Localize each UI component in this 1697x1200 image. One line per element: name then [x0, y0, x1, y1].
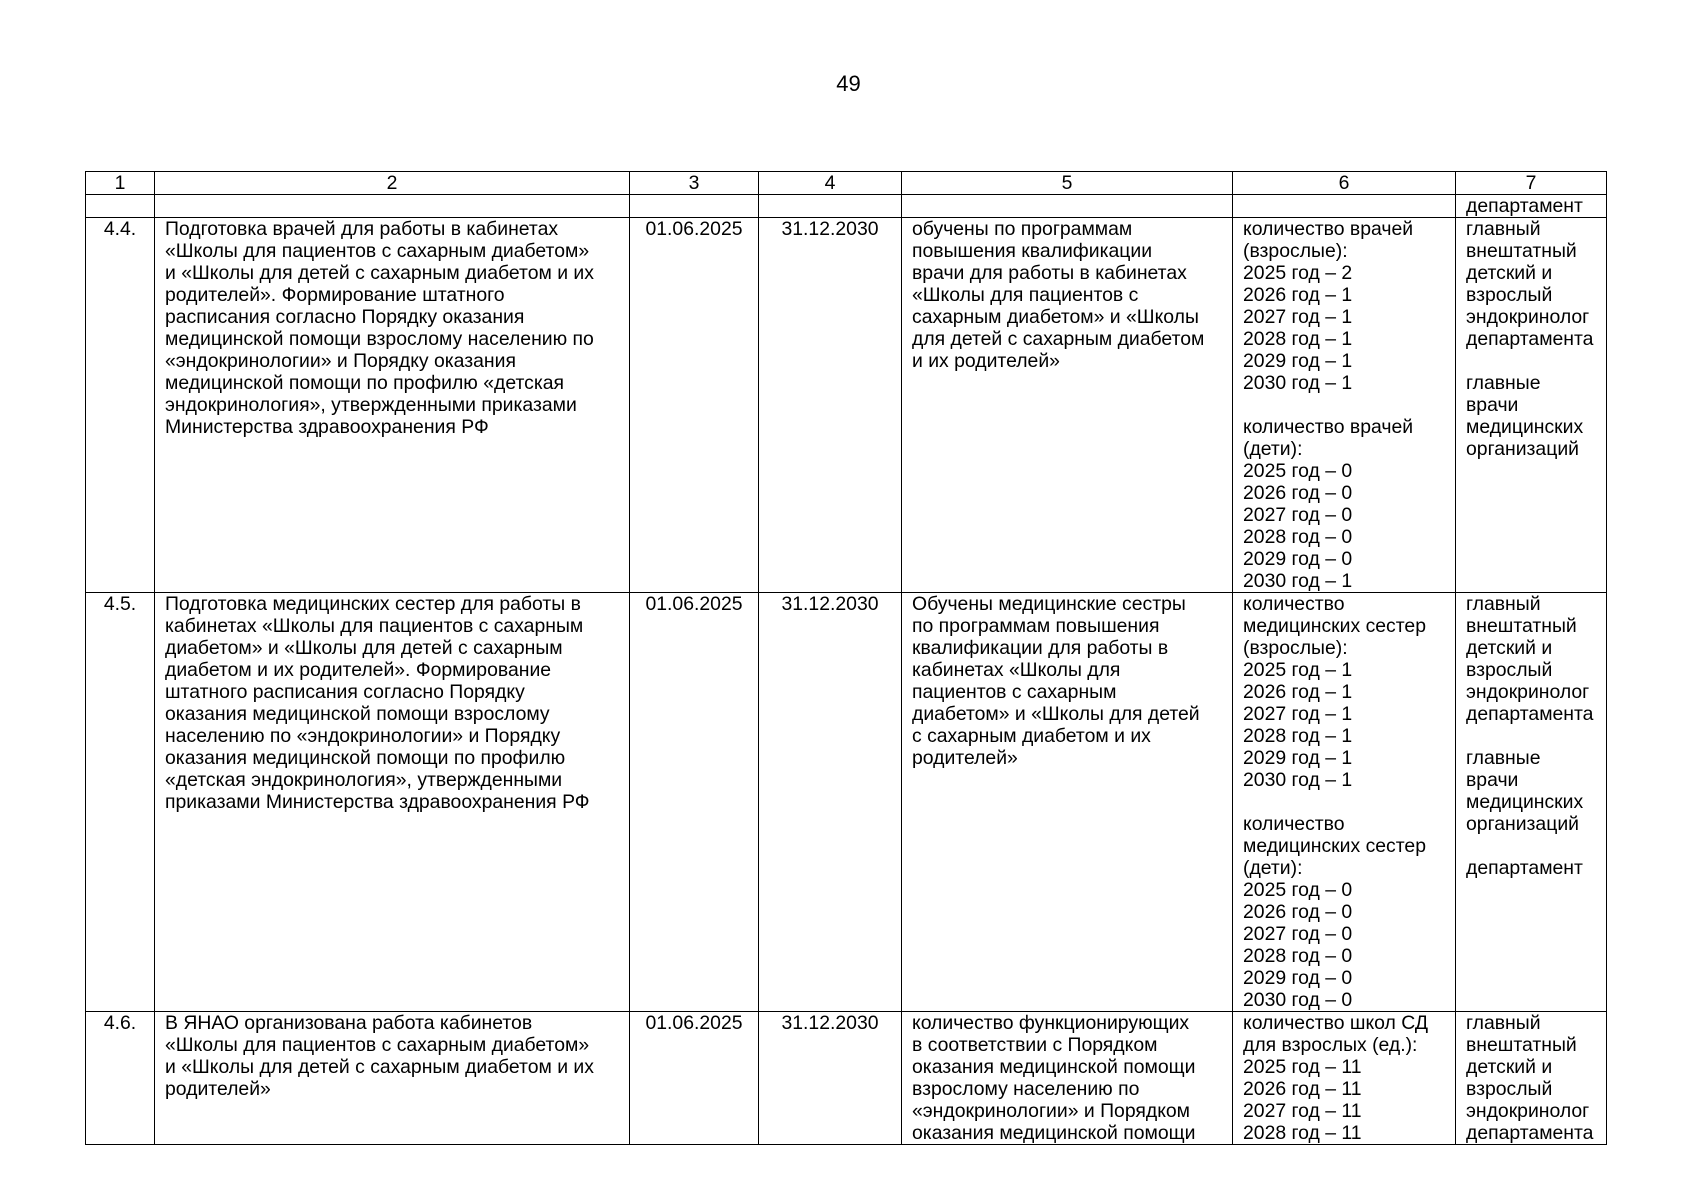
column-number-row [86, 172, 1607, 195]
text-line: «эндокринологии» и Порядку оказания [165, 350, 516, 372]
continuation-row [86, 195, 1607, 218]
text-line: детский и [1466, 637, 1553, 659]
text-line: для детей с сахарным диабетом [912, 328, 1205, 350]
text-line: эндокринолог [1466, 306, 1590, 328]
text-line: «детская эндокринология», утвержденными [165, 769, 563, 791]
text-line: обучены по программам [912, 218, 1133, 240]
item-number: 4.5. [86, 593, 155, 1012]
text-line: главные [1466, 372, 1541, 394]
indicator-cell [1233, 218, 1456, 593]
text-line: оказания медицинской помощи [912, 1122, 1196, 1144]
text-line: оказания медицинской помощи взрослому [165, 703, 550, 725]
text-line: в соответствии с Порядком [912, 1034, 1158, 1056]
text-line: расписания согласно Порядку оказания [165, 306, 525, 328]
text-line: медицинской помощи по профилю «детская [165, 372, 565, 394]
column-header: 2 [155, 172, 630, 195]
result-cell [902, 218, 1233, 593]
text-line: 2025 год – 1 [1243, 659, 1353, 681]
end-date: 31.12.2030 [759, 593, 902, 1012]
empty-cell [1233, 195, 1456, 218]
responsible-cell [1456, 218, 1607, 593]
item-number: 4.4. [86, 218, 155, 593]
text-line: главный [1466, 593, 1541, 615]
item-number: 4.6. [86, 1012, 155, 1145]
text-line: (взрослые): [1243, 637, 1348, 659]
text-line: главный [1466, 218, 1541, 240]
text-line: В ЯНАО организована работа кабинетов [165, 1012, 533, 1034]
text-line: 2025 год – 0 [1243, 879, 1353, 901]
text-line: департамент [1466, 857, 1583, 879]
column-header: 1 [86, 172, 155, 195]
responsible-cell: департамент [1456, 195, 1607, 218]
empty-cell [902, 195, 1233, 218]
text-line: эндокринолог [1466, 681, 1590, 703]
text-line: количество врачей [1243, 416, 1414, 438]
text-line: 2028 год – 0 [1243, 526, 1353, 548]
text-line: повышения квалификации [912, 240, 1153, 262]
text-line: населению по «эндокринологии» и Порядку [165, 725, 561, 747]
text-line: для взрослых (ед.): [1243, 1034, 1418, 1056]
text-line: кабинетах «Школы для [912, 659, 1121, 681]
text-line: медицинских сестер [1243, 835, 1426, 857]
text-line: Обучены медицинские сестры [912, 593, 1186, 615]
text-line: количество [1243, 593, 1345, 615]
text-line: 2030 год – 1 [1243, 372, 1353, 394]
text-line: количество школ СД [1243, 1012, 1428, 1034]
description-cell [155, 218, 630, 593]
empty-cell [630, 195, 759, 218]
text-line: и их родителей» [912, 350, 1060, 372]
page-number: 49 [836, 71, 861, 96]
text-line: департамента [1466, 703, 1594, 725]
paragraph-gap [1466, 835, 1600, 857]
text-line: штатного расписания согласно Порядку [165, 681, 525, 703]
text-line: департамента [1466, 1122, 1594, 1144]
text-line: взрослый [1466, 284, 1553, 306]
start-date: 01.06.2025 [630, 593, 759, 1012]
text-line: 2030 год – 1 [1243, 769, 1353, 791]
text-line: 2027 год – 1 [1243, 703, 1353, 725]
paragraph-gap [1243, 791, 1449, 813]
text-line: и «Школы для детей с сахарным диабетом и их [165, 262, 594, 284]
text-line: по программам повышения [912, 615, 1160, 637]
text-line: врачи [1466, 769, 1519, 791]
text-line: Министерства здравоохранения РФ [165, 416, 489, 438]
text-line: внештатный [1466, 240, 1577, 262]
text-line: 2025 год – 11 [1243, 1056, 1362, 1078]
text-line: «Школы для пациентов с [912, 284, 1139, 306]
text-line: 2027 год – 11 [1243, 1100, 1362, 1122]
text-line: врачи [1466, 394, 1519, 416]
paragraph-gap [1466, 725, 1600, 747]
table-row [86, 593, 1607, 1012]
text-line: эндокринолог [1466, 1100, 1590, 1122]
text-line: оказания медицинской помощи [912, 1056, 1196, 1078]
text-line: 2026 год – 1 [1243, 681, 1353, 703]
text-line: оказания медицинской помощи по профилю [165, 747, 566, 769]
text-line: 2028 год – 0 [1243, 945, 1353, 967]
text-line: медицинских сестер [1243, 615, 1426, 637]
description-cell [155, 1012, 630, 1145]
text-line: взрослый [1466, 1078, 1553, 1100]
text-line: (дети): [1243, 438, 1303, 460]
text-line: взрослому населению по [912, 1078, 1140, 1100]
responsible-cell [1456, 1012, 1607, 1145]
text-line: пациентов с сахарным [912, 681, 1117, 703]
column-header: 3 [630, 172, 759, 195]
text-line: департамента [1466, 328, 1594, 350]
end-date: 31.12.2030 [759, 1012, 902, 1145]
start-date: 01.06.2025 [630, 218, 759, 593]
text-line: медицинских [1466, 791, 1584, 813]
column-header: 5 [902, 172, 1233, 195]
text-line: 2030 год – 1 [1243, 570, 1353, 592]
table-row [86, 1012, 1607, 1145]
indicator-cell [1233, 1012, 1456, 1145]
column-header: 7 [1456, 172, 1607, 195]
text-line: 2029 год – 0 [1243, 548, 1353, 570]
text-line: диабетом» и «Школы для детей с сахарным [165, 637, 563, 659]
text-line: 2026 год – 11 [1243, 1078, 1362, 1100]
text-line: организаций [1466, 813, 1579, 835]
text-line: эндокринология», утвержденными приказами [165, 394, 577, 416]
text-line: 2025 год – 2 [1243, 262, 1353, 284]
table-row [86, 218, 1607, 593]
text-line: 2029 год – 1 [1243, 747, 1353, 769]
text-line: родителей» [165, 1078, 271, 1100]
text-line: врачи для работы в кабинетах [912, 262, 1187, 284]
text-line: 2026 год – 0 [1243, 482, 1353, 504]
description-cell [155, 593, 630, 1012]
paragraph-gap [1243, 394, 1449, 416]
column-header: 6 [1233, 172, 1456, 195]
text-line: главный [1466, 1012, 1541, 1034]
responsible-cell [1456, 593, 1607, 1012]
text-line: (взрослые): [1243, 240, 1348, 262]
text-line: 2025 год – 0 [1243, 460, 1353, 482]
text-line: внештатный [1466, 1034, 1577, 1056]
text-line: с сахарным диабетом и их [912, 725, 1151, 747]
text-line: диабетом и их родителей». Формирование [165, 659, 552, 681]
text-line: 2026 год – 0 [1243, 901, 1353, 923]
result-cell [902, 593, 1233, 1012]
text-line: родителей» [912, 747, 1018, 769]
text-line: 2030 год – 0 [1243, 989, 1353, 1011]
text-line: детский и [1466, 1056, 1553, 1078]
text-line: детский и [1466, 262, 1553, 284]
text-line: диабетом» и «Школы для детей [912, 703, 1200, 725]
text-line: 2029 год – 0 [1243, 967, 1353, 989]
text-line: количество функционирующих [912, 1012, 1190, 1034]
text-line: сахарным диабетом» и «Школы [912, 306, 1199, 328]
indicator-cell [1233, 593, 1456, 1012]
text-line: 2029 год – 1 [1243, 350, 1353, 372]
text-line: родителей». Формирование штатного [165, 284, 505, 306]
text-line: главные [1466, 747, 1541, 769]
text-line: (дети): [1243, 857, 1303, 879]
text-line: внештатный [1466, 615, 1577, 637]
text-line: «Школы для пациентов с сахарным диабетом» [165, 1034, 590, 1056]
text-line: Подготовка медицинских сестер для работы в [165, 593, 581, 615]
measures-table [85, 171, 1607, 1145]
text-line: 2027 год – 0 [1243, 923, 1353, 945]
empty-cell [86, 195, 155, 218]
text-line: медицинских [1466, 416, 1584, 438]
column-header: 4 [759, 172, 902, 195]
text-line: «эндокринологии» и Порядком [912, 1100, 1191, 1122]
text-line: Подготовка врачей для работы в кабинетах [165, 218, 559, 240]
text-line: и «Школы для детей с сахарным диабетом и их [165, 1056, 594, 1078]
text-line: количество [1243, 813, 1345, 835]
text-line: 2028 год – 1 [1243, 328, 1353, 350]
start-date: 01.06.2025 [630, 1012, 759, 1145]
result-cell [902, 1012, 1233, 1145]
empty-cell [759, 195, 902, 218]
text-line: медицинской помощи взрослому населению по [165, 328, 594, 350]
text-line: количество врачей [1243, 218, 1414, 240]
text-line: квалификации для работы в [912, 637, 1169, 659]
text-line: организаций [1466, 438, 1579, 460]
end-date: 31.12.2030 [759, 218, 902, 593]
text-line: 2027 год – 0 [1243, 504, 1353, 526]
text-line: приказами Министерства здравоохранения РФ [165, 791, 590, 813]
paragraph-gap [1466, 350, 1600, 372]
text-line: 2028 год – 1 [1243, 725, 1353, 747]
text-line: «Школы для пациентов с сахарным диабетом» [165, 240, 590, 262]
text-line: кабинетах «Школы для пациентов с сахарным [165, 615, 584, 637]
text-line: 2026 год – 1 [1243, 284, 1353, 306]
text-line: взрослый [1466, 659, 1553, 681]
text-line: 2028 год – 11 [1243, 1122, 1362, 1144]
text-line: 2027 год – 1 [1243, 306, 1353, 328]
empty-cell [155, 195, 630, 218]
